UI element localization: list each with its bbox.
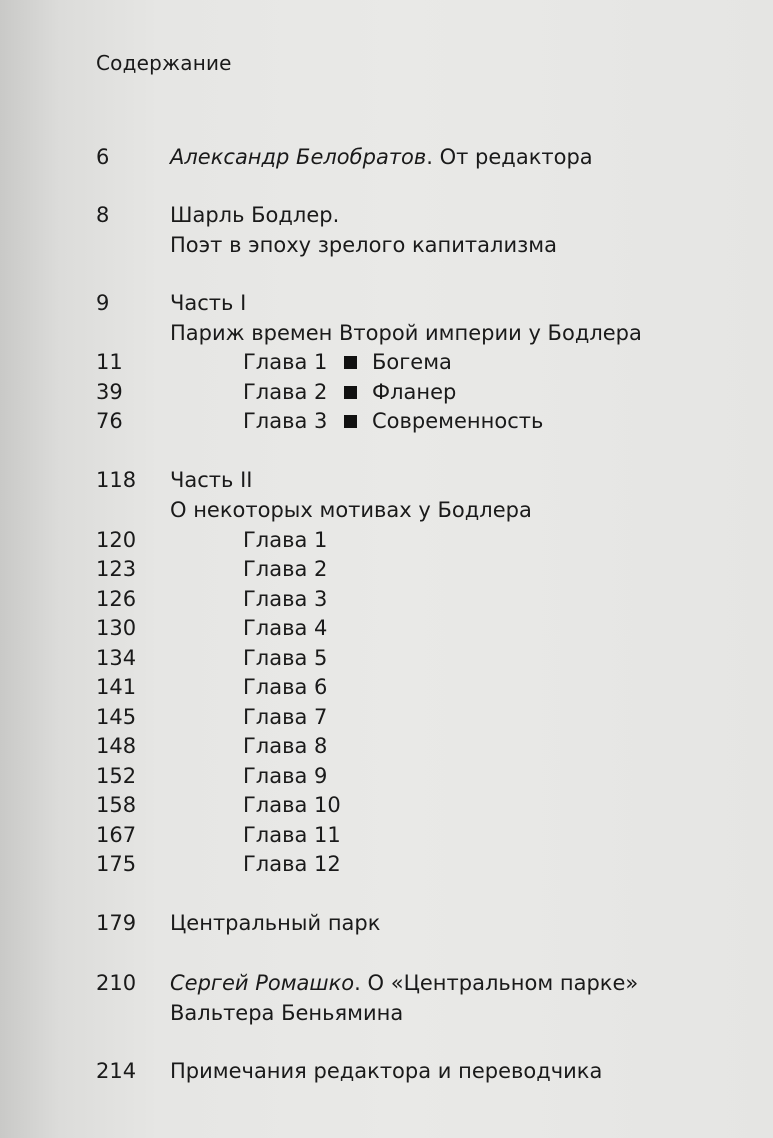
chapter-label: Глава 2 — [243, 557, 328, 581]
entry-title: Центральный парк — [170, 911, 381, 935]
entry-author: Александр Белобратов — [170, 145, 427, 169]
chapter-label: Глава 7 — [243, 705, 328, 729]
chapter-label: Глава 3 — [243, 409, 328, 433]
entry-title-rest: . О «Центральном парке» — [354, 971, 639, 995]
page-number: 167 — [96, 823, 137, 847]
square-bullet-icon — [344, 386, 357, 399]
page-number: 210 — [96, 971, 137, 995]
chapter-title: Богема — [372, 350, 452, 374]
page-number: 126 — [96, 587, 137, 611]
toc-entry-central-park — [0, 908, 773, 938]
chapter-label: Глава 10 — [243, 793, 341, 817]
page-number: 11 — [96, 350, 123, 374]
entry-author: Сергей Ромашко — [170, 971, 355, 995]
part-title: О некоторых мотивах у Бодлера — [170, 498, 532, 522]
page-number: 141 — [96, 675, 137, 699]
square-bullet-icon — [344, 356, 357, 369]
part-label: Часть I — [170, 291, 247, 315]
page-number: 130 — [96, 616, 137, 640]
page-number: 76 — [96, 409, 123, 433]
toc-entry-baudelaire-subtitle — [0, 230, 773, 260]
page-number: 118 — [96, 468, 137, 492]
page-number: 123 — [96, 557, 137, 581]
part-label: Часть II — [170, 468, 253, 492]
chapter-label: Глава 1 — [243, 350, 328, 374]
chapter-title: Современность — [372, 409, 544, 433]
page-number: 9 — [96, 291, 110, 315]
toc-entry-part-2 — [0, 465, 773, 495]
chapter-row — [0, 525, 773, 555]
part-title: Париж времен Второй империи у Бодлера — [170, 321, 642, 345]
chapter-label: Глава 11 — [243, 823, 341, 847]
chapter-row — [0, 613, 773, 643]
chapter-row — [0, 406, 773, 436]
entry-title: Примечания редактора и переводчика — [170, 1059, 603, 1083]
toc-entry-romashko-continued — [0, 998, 773, 1028]
page-number: 134 — [96, 646, 137, 670]
entry-title-rest: . От редактора — [426, 145, 593, 169]
chapter-row — [0, 702, 773, 732]
toc-entry-part-1-title — [0, 318, 773, 348]
toc-entry-editor-preface — [0, 142, 773, 172]
toc-entry-part-2-title — [0, 495, 773, 525]
toc-entry-romashko — [0, 968, 773, 998]
chapter-row — [0, 820, 773, 850]
entry-title — [170, 968, 638, 998]
chapter-label: Глава 12 — [243, 852, 341, 876]
page-title: Содержание — [96, 51, 232, 75]
chapter-row — [0, 761, 773, 791]
page-number: 8 — [96, 203, 110, 227]
entry-title-continued: Вальтера Беньямина — [170, 1001, 404, 1025]
page-number: 158 — [96, 793, 137, 817]
page-number: 6 — [96, 145, 110, 169]
chapter-row — [0, 672, 773, 702]
toc-entry-notes — [0, 1056, 773, 1086]
chapter-label: Глава 3 — [243, 587, 328, 611]
page-number: 145 — [96, 705, 137, 729]
entry-title: Шарль Бодлер. — [170, 203, 340, 227]
toc-entry-part-1 — [0, 288, 773, 318]
chapter-label: Глава 4 — [243, 616, 328, 640]
entry-subtitle: Поэт в эпоху зрелого капитализма — [170, 233, 557, 257]
toc-entry-baudelaire — [0, 200, 773, 230]
page-number: 39 — [96, 380, 123, 404]
chapter-row — [0, 584, 773, 614]
chapter-label: Глава 9 — [243, 764, 328, 788]
page-number: 214 — [96, 1059, 137, 1083]
page-number: 120 — [96, 528, 137, 552]
chapter-title: Фланер — [372, 380, 457, 404]
chapter-label: Глава 6 — [243, 675, 328, 699]
chapter-label: Глава 2 — [243, 380, 328, 404]
chapter-row — [0, 643, 773, 673]
chapter-row — [0, 347, 773, 377]
chapter-row — [0, 849, 773, 879]
chapter-row — [0, 790, 773, 820]
chapter-label: Глава 1 — [243, 528, 328, 552]
page-number: 152 — [96, 764, 137, 788]
chapter-row — [0, 377, 773, 407]
square-bullet-icon — [344, 415, 357, 428]
page-number: 179 — [96, 911, 137, 935]
entry-title — [170, 142, 593, 172]
chapter-row — [0, 554, 773, 584]
chapter-row — [0, 731, 773, 761]
chapter-label: Глава 8 — [243, 734, 328, 758]
page-number: 175 — [96, 852, 137, 876]
page-number: 148 — [96, 734, 137, 758]
chapter-label: Глава 5 — [243, 646, 328, 670]
